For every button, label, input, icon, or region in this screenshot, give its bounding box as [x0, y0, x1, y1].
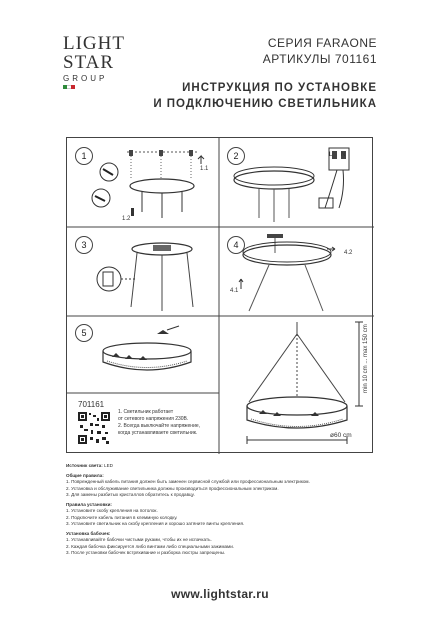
bulb-item: 2. Каждая бабочка фиксируется либо винтами либо специальными зажимами.	[66, 543, 235, 549]
bulb-item: 1. Устанавливайте бабочки чистыми руками, чтобы их не испачкать.	[66, 537, 212, 542]
instruction-grid	[66, 137, 373, 453]
document-title	[153, 80, 377, 112]
source-value: LED	[104, 463, 113, 468]
bulb-title: Установка бабочек:	[66, 530, 111, 536]
note-2b: когда устанавливаете светильник.	[118, 430, 198, 436]
step-1-number: 1	[75, 147, 93, 165]
step-4-label-a: 4.2	[344, 250, 353, 256]
italian-flag-icon	[63, 85, 75, 89]
logo-line2: STAR	[63, 52, 115, 73]
wire-l-label: L	[329, 152, 333, 158]
product-notes	[118, 409, 218, 437]
series-name: СЕРИЯ FARAONE	[267, 36, 377, 50]
install-item: 1. Установите скобу крепления на потолок.	[66, 508, 158, 513]
info-text	[66, 463, 366, 557]
brand-logo	[63, 34, 133, 89]
source-label: Источник света:	[66, 463, 103, 468]
note-1b: от сетевого напряжения 230В.	[118, 416, 189, 422]
general-item: 1. Поврежденный кабель питания должен быть заменен сервисной службой или профессиональным электриком.	[66, 479, 310, 484]
product-diameter: ø60 cm	[330, 432, 352, 439]
step-4-number: 4	[227, 236, 245, 254]
qr-code-icon	[78, 412, 110, 444]
step-1-illustration	[67, 138, 219, 227]
general-item: 3. Для замены разбитых кристаллов обратитесь к продавцу.	[66, 492, 195, 497]
install-title: Правила установки:	[66, 501, 112, 507]
note-1: 1. Светильник работает	[118, 409, 174, 415]
step-2-number: 2	[227, 147, 245, 165]
note-2: 2. Всегда выключайте напряжение,	[118, 423, 201, 429]
step-5-number: 5	[75, 324, 93, 342]
install-item: 3. Установите светильник на скобу крепления и хорошо затяните винты крепления.	[66, 521, 245, 526]
product-height: min 10 cm ... max 150 cm	[363, 324, 369, 393]
step-4-label-b: 4.1	[230, 288, 239, 294]
logo-line1: LIGHT	[63, 33, 125, 54]
article-numbers: АРТИКУЛЫ 701161	[262, 52, 377, 66]
series-block	[263, 35, 377, 67]
step-3-illustration	[67, 227, 219, 316]
step-1-label-b: 1.2	[122, 216, 131, 222]
step-1-label-a: 1.1	[200, 166, 209, 172]
general-item: 2. Установка и обслуживание светильника должны производиться профессиональным электриком.	[66, 485, 279, 491]
step-2-illustration	[219, 138, 374, 227]
step-5-illustration	[67, 316, 219, 393]
general-title: Общие правила:	[66, 472, 104, 478]
step-4-illustration	[219, 227, 374, 316]
website-link[interactable]: www.lightstar.ru	[171, 587, 269, 601]
article-number: 701161	[78, 400, 105, 409]
logo-group: GROUP	[63, 74, 108, 83]
step-3-number: 3	[75, 236, 93, 254]
wire-n-label: N	[341, 152, 346, 158]
title-line1: ИНСТРУКЦИЯ ПО УСТАНОВКЕ	[182, 82, 377, 94]
bulb-item: 3. После установки бабочек встряхивание и разборка люстры запрещены.	[66, 550, 226, 555]
title-line2: И ПОДКЛЮЧЕНИЮ СВЕТИЛЬНИКА	[153, 98, 377, 110]
install-item: 2. Подключите кабель питания в клеммную колодку.	[66, 514, 178, 520]
